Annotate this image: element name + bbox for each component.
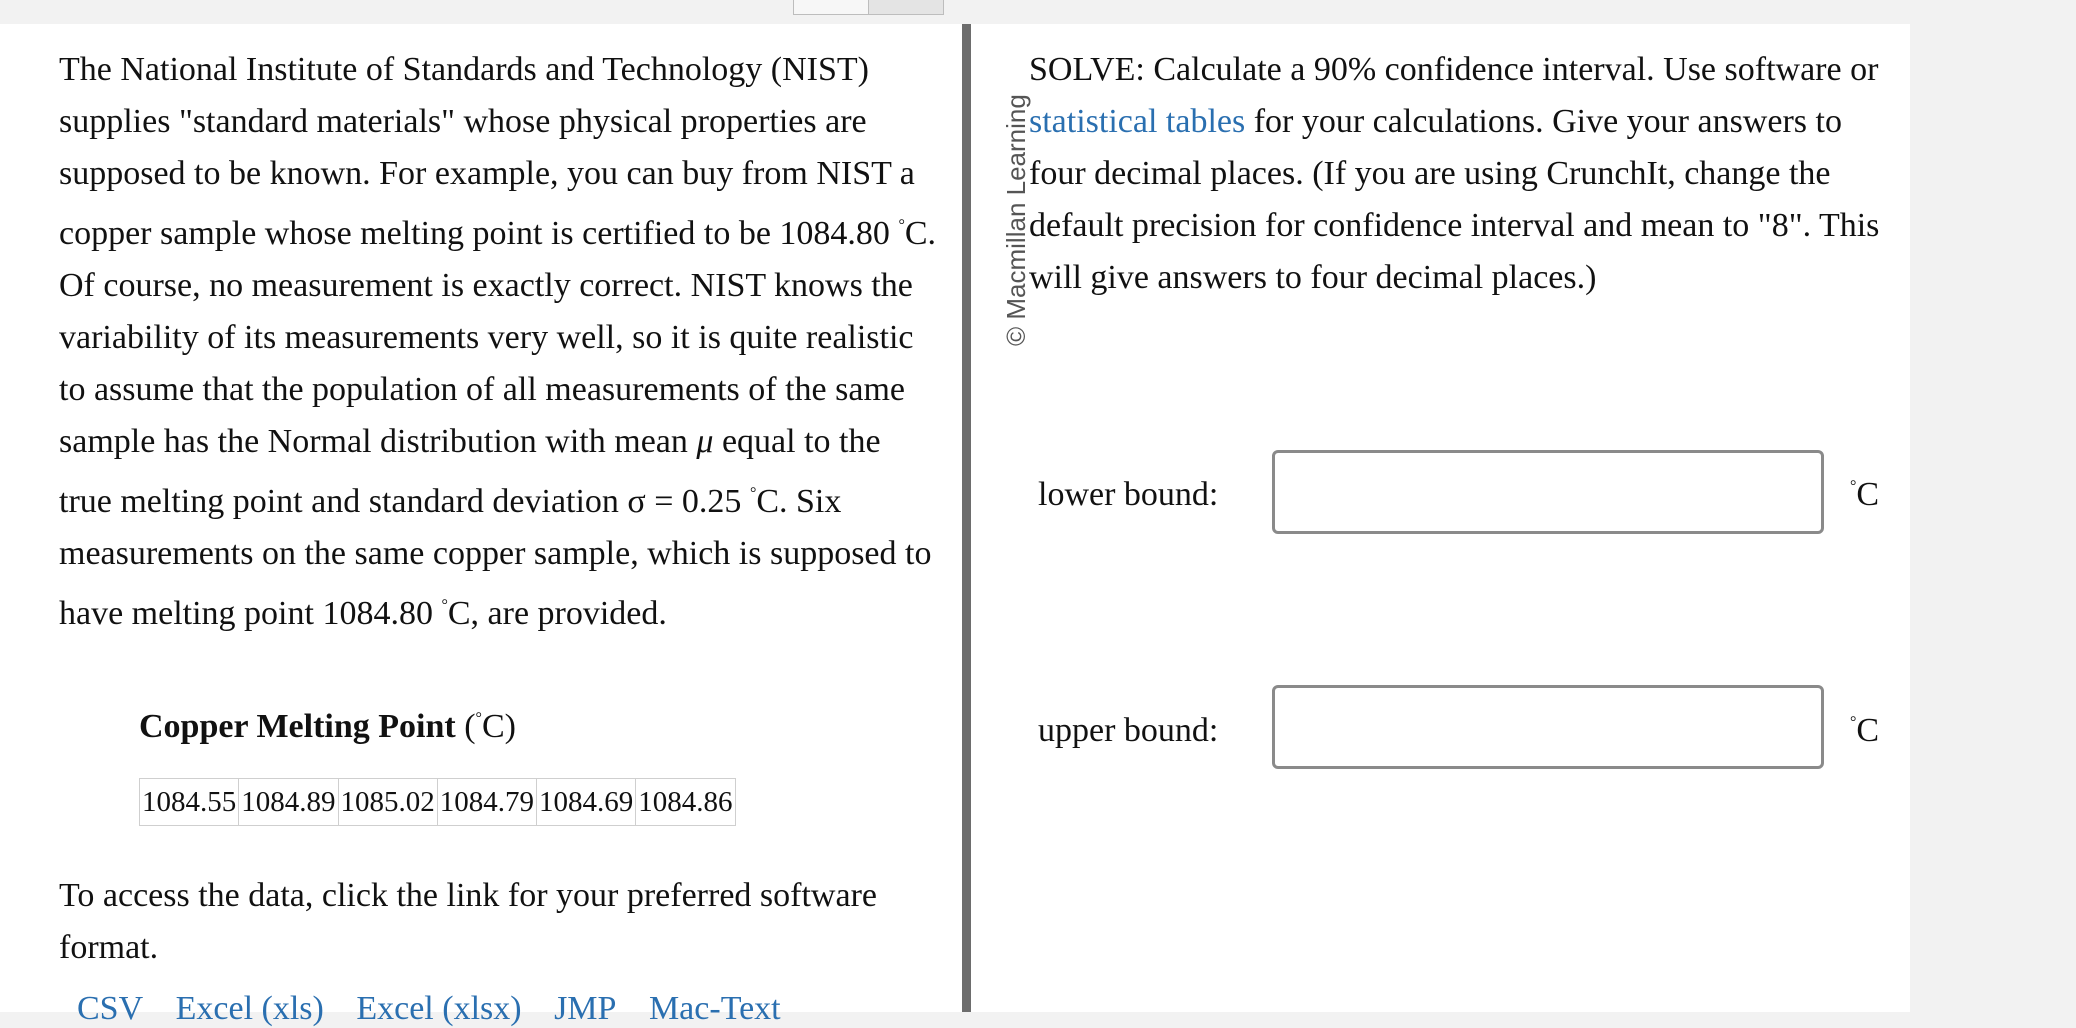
degree-symbol: ° (898, 217, 905, 234)
degree-symbol: ° (1850, 478, 1857, 495)
unit-text: C (1856, 712, 1880, 749)
toolbar-tab-left[interactable] (793, 0, 869, 15)
problem-text-part: The National Institute of Standards and Technology (NIST) supplies "standard materials" whose physical properties are supposed to be known. For example, you can buy from NIST a copper sample whose melting point is certified to be 1084.80 (59, 51, 915, 252)
table-cell: 1085.02 (338, 779, 437, 826)
degree-symbol: ° (749, 485, 757, 502)
table-cell: 1084.69 (537, 779, 636, 826)
solve-instructions (1029, 44, 1899, 304)
link-excel-xlsx[interactable]: Excel (xlsx) (356, 990, 522, 1027)
table-row (140, 779, 736, 826)
upper-bound-unit (1850, 712, 1879, 750)
download-links (77, 990, 805, 1028)
problem-text-part: equal to the true melting point and standard deviation (59, 423, 881, 520)
table-cell: 1084.86 (636, 779, 735, 826)
access-text: To access the data, click the link for your preferred software format. (59, 877, 877, 966)
degree-symbol: ° (475, 710, 482, 727)
table-title-unit: C (481, 708, 505, 745)
link-mac-text[interactable]: Mac-Text (648, 990, 781, 1027)
statistical-tables-link[interactable]: statistical tables (1029, 103, 1246, 140)
mu-symbol: μ (696, 423, 714, 460)
link-csv[interactable]: CSV (77, 990, 144, 1027)
problem-text-part: C, are provided. (447, 595, 667, 632)
column-divider[interactable] (962, 24, 971, 1012)
problem-text-part: C. Six measurements on the same copper sample, which is supposed to have melting point 1084.80 (59, 483, 932, 632)
link-jmp[interactable]: JMP (554, 990, 617, 1027)
link-excel-xls[interactable]: Excel (xls) (175, 990, 324, 1027)
table-cell: 1084.89 (239, 779, 338, 826)
table-title: Copper Melting Point (°C) (139, 708, 516, 745)
melting-point-table (139, 778, 736, 826)
toolbar-tab-right[interactable] (868, 0, 944, 15)
table-cell: 1084.79 (437, 779, 536, 826)
sigma-value: σ = 0.25 (627, 483, 742, 520)
upper-bound-label: upper bound: (1038, 712, 1219, 749)
copyright-label: © Macmillan Learning (1001, 94, 1031, 346)
solve-text-part: SOLVE: Calculate a 90% confidence interval. Use software or (1029, 51, 1879, 88)
lower-bound-unit (1850, 476, 1879, 514)
problem-text (59, 44, 939, 640)
unit-text: C (1856, 476, 1880, 513)
upper-bound-input[interactable] (1272, 685, 1824, 769)
solve-text-part: for your calculations. Give your answers to four decimal places. (If you are using CrunchIt, change the default precision for confidence interval and mean to "8". This will give answers to four decimal places.) (1029, 103, 1880, 296)
lower-bound-label: lower bound: (1038, 476, 1219, 513)
table-title-bold: Copper Melting Point (139, 708, 456, 745)
table-cell: 1084.55 (140, 779, 239, 826)
degree-symbol: ° (441, 597, 448, 614)
top-bar (0, 0, 2076, 24)
problem-text-part: C. Of course, no measurement is exactly correct. NIST knows the variability of its measurements very well, so it is quite realistic to assume that the population of all measurements of the same sample has the Normal distribution with mean (59, 215, 937, 460)
degree-symbol: ° (1850, 714, 1857, 731)
lower-bound-input[interactable] (1272, 450, 1824, 534)
